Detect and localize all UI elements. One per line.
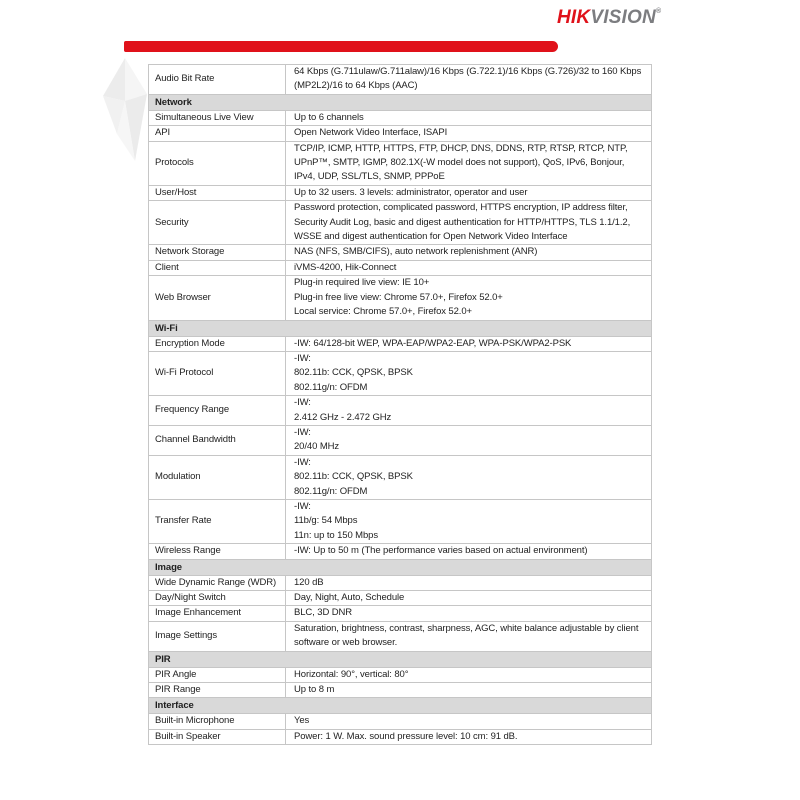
spec-label-text: Built-in Speaker — [155, 730, 221, 742]
spec-value-line: Plug-in required live view: IE 10+ — [294, 277, 430, 289]
spec-value-line: Saturation, brightness, contrast, sharpness, AGC, white balance adjustable by client software or web browser. — [294, 622, 639, 649]
spec-row — [149, 245, 651, 260]
spec-label-text: Built-in Microphone — [155, 715, 235, 727]
spec-label — [149, 714, 286, 728]
spec-value — [286, 730, 651, 744]
brand-accent-bar — [124, 41, 558, 52]
spec-row — [149, 276, 651, 320]
spec-row — [149, 606, 651, 621]
spec-row — [149, 456, 651, 500]
spec-label — [149, 622, 286, 651]
spec-value-line: 2.412 GHz - 2.472 GHz — [294, 411, 392, 423]
spec-value — [286, 276, 651, 319]
spec-value-line: Up to 6 channels — [294, 111, 364, 123]
watermark-graphic — [97, 56, 155, 166]
spec-value — [286, 245, 651, 259]
spec-value-line: Password protection, complicated password, HTTPS encryption, IP address filter, Security Audit Log, basic and digest authentication for HTTP/HTTPS, TLS 1.1/1.2, WSSE and digest authentication for Open Network Video Interface — [294, 202, 631, 243]
spec-label — [149, 201, 286, 244]
spec-value-line: 802.11g/n: OFDM — [294, 485, 368, 497]
spec-label — [149, 186, 286, 200]
spec-value — [286, 456, 651, 499]
spec-value-line: Open Network Video Interface, ISAPI — [294, 127, 448, 139]
spec-label-text: Day/Night Switch — [155, 592, 226, 603]
spec-value-line: Power: 1 W. Max. sound pressure level: 10 cm: 91 dB. — [294, 730, 518, 742]
spec-label-text: Frequency Range — [155, 404, 230, 416]
spec-label — [149, 276, 286, 319]
spec-label-text: Client — [155, 261, 179, 273]
spec-value-line: -IW: — [294, 456, 311, 468]
spec-value — [286, 544, 651, 558]
registered-trademark-icon: ® — [655, 8, 662, 15]
section-header-row — [149, 560, 651, 576]
spec-row — [149, 126, 651, 141]
spec-value — [286, 606, 651, 620]
spec-value — [286, 714, 651, 728]
spec-value-line: 11n: up to 150 Mbps — [294, 529, 379, 541]
spec-row — [149, 337, 651, 352]
section-title: Image — [155, 561, 182, 573]
spec-label-text: Audio Bit Rate — [155, 73, 215, 85]
spec-row — [149, 683, 651, 698]
spec-value-line: Day, Night, Auto, Schedule — [294, 592, 405, 603]
spec-value-line: BLC, 3D DNR — [294, 607, 353, 619]
spec-value — [286, 683, 651, 697]
spec-label-text: Protocols — [155, 157, 194, 169]
spec-value — [286, 337, 651, 351]
spec-label — [149, 245, 286, 259]
spec-label — [149, 426, 286, 455]
spec-label-text: Wireless Range — [155, 545, 221, 557]
logo-text-vision: VISION — [590, 7, 656, 28]
spec-label-text: User/Host — [155, 186, 197, 198]
spec-label-text: Simultaneous Live View — [155, 111, 254, 123]
spec-value — [286, 111, 651, 125]
spec-label — [149, 111, 286, 125]
spec-label-text: Network Storage — [155, 246, 225, 258]
spec-value — [286, 186, 651, 200]
logo-text-hik: HIK — [557, 7, 591, 28]
section-title: Network — [155, 96, 192, 108]
section-header-row — [149, 652, 651, 668]
spec-label — [149, 683, 286, 697]
section-header-row — [149, 698, 651, 714]
spec-value-line: Up to 8 m — [294, 684, 335, 696]
spec-row — [149, 111, 651, 126]
spec-label — [149, 500, 286, 543]
spec-label-text: Channel Bandwidth — [155, 434, 236, 446]
spec-value — [286, 201, 651, 244]
spec-row — [149, 544, 651, 559]
spec-label — [149, 396, 286, 425]
spec-row — [149, 576, 651, 591]
spec-label — [149, 544, 286, 558]
spec-value-line: -IW: — [294, 397, 311, 409]
spec-value-line: -IW: — [294, 500, 311, 512]
section-header-row — [149, 321, 651, 337]
spec-label — [149, 668, 286, 682]
spec-value-line: Local service: Chrome 57.0+, Firefox 52.0+ — [294, 306, 472, 318]
spec-value-line: NAS (NFS, SMB/CIFS), auto network replenishment (ANR) — [294, 246, 538, 258]
spec-value — [286, 622, 651, 651]
spec-label-text: Image Settings — [155, 630, 217, 642]
spec-value — [286, 65, 651, 94]
spec-label-text: Wi-Fi Protocol — [155, 367, 214, 379]
spec-label — [149, 261, 286, 275]
spec-label — [149, 456, 286, 499]
spec-value — [286, 426, 651, 455]
spec-value-line: 802.11b: CCK, QPSK, BPSK — [294, 367, 413, 379]
spec-value-line: 120 dB — [294, 576, 324, 588]
spec-value — [286, 576, 651, 590]
spec-value-line: Yes — [294, 715, 310, 727]
spec-row — [149, 352, 651, 396]
spec-row — [149, 668, 651, 683]
spec-label — [149, 576, 286, 590]
spec-label — [149, 606, 286, 620]
spec-value — [286, 500, 651, 543]
spec-row — [149, 261, 651, 276]
spec-row — [149, 142, 651, 186]
spec-value — [286, 352, 651, 395]
spec-row — [149, 426, 651, 456]
spec-label-text: PIR Angle — [155, 668, 197, 680]
spec-value-line: TCP/IP, ICMP, HTTP, HTTPS, FTP, DHCP, DNS, DDNS, RTP, RTSP, RTCP, NTP, UPnP™, SMTP, IGMP, 802.1X(-W model does not support), QoS, IPv6, Bonjour, IPv4, UDP, SSL/TLS, SNMP, PPPoE — [294, 142, 628, 183]
spec-row — [149, 622, 651, 652]
spec-label-text: Encryption Mode — [155, 337, 225, 349]
spec-value — [286, 668, 651, 682]
spec-value — [286, 142, 651, 185]
section-title: Wi-Fi — [155, 322, 178, 334]
spec-row — [149, 65, 651, 95]
spec-label — [149, 352, 286, 395]
spec-row — [149, 396, 651, 426]
spec-label — [149, 591, 286, 605]
spec-value-line: Plug-in free live view: Chrome 57.0+, Firefox 52.0+ — [294, 291, 503, 303]
spec-label-text: Web Browser — [155, 291, 211, 303]
spec-row — [149, 500, 651, 544]
spec-label — [149, 730, 286, 744]
spec-row — [149, 591, 651, 606]
spec-label-text: PIR Range — [155, 684, 201, 696]
spec-label — [149, 126, 286, 140]
spec-value-line: 802.11g/n: OFDM — [294, 381, 368, 393]
spec-value-line: -IW: — [294, 352, 311, 364]
spec-value — [286, 396, 651, 425]
spec-value — [286, 126, 651, 140]
spec-row — [149, 714, 651, 729]
specification-table — [148, 64, 652, 745]
spec-row — [149, 730, 651, 745]
spec-row — [149, 201, 651, 245]
spec-value-line: 64 Kbps (G.711ulaw/G.711alaw)/16 Kbps (G.722.1)/16 Kbps (G.726)/32 to 160 Kbps (MP2L2)/16 to 64 Kbps (AAC) — [294, 66, 642, 92]
spec-value-line: -IW: 64/128-bit WEP, WPA-EAP/WPA2-EAP, WPA-PSK/WPA2-PSK — [294, 337, 572, 349]
spec-value-line: Horizontal: 90°, vertical: 80° — [294, 668, 409, 680]
spec-label-text: Transfer Rate — [155, 515, 212, 527]
spec-value — [286, 591, 651, 605]
section-header-row — [149, 95, 651, 111]
spec-value-line: 20/40 MHz — [294, 441, 340, 453]
spec-label — [149, 65, 286, 94]
spec-label — [149, 142, 286, 185]
spec-row — [149, 186, 651, 201]
hikvision-logo — [557, 7, 661, 29]
spec-value-line: -IW: — [294, 426, 311, 438]
section-title: PIR — [155, 653, 171, 665]
spec-label-text: Wide Dynamic Range (WDR) — [155, 576, 277, 588]
spec-label-text: Modulation — [155, 471, 201, 483]
spec-label-text: Image Enhancement — [155, 607, 241, 619]
spec-label-text: API — [155, 127, 171, 139]
spec-value-line: 11b/g: 54 Mbps — [294, 515, 358, 527]
section-title: Interface — [155, 700, 194, 712]
spec-label — [149, 337, 286, 351]
spec-value — [286, 261, 651, 275]
spec-value-line: 802.11b: CCK, QPSK, BPSK — [294, 471, 413, 483]
spec-value-line: -IW: Up to 50 m (The performance varies based on actual environment) — [294, 545, 588, 557]
spec-value-line: iVMS-4200, Hik-Connect — [294, 261, 397, 273]
spec-label-text: Security — [155, 216, 189, 228]
spec-value-line: Up to 32 users. 3 levels: administrator, operator and user — [294, 186, 528, 198]
